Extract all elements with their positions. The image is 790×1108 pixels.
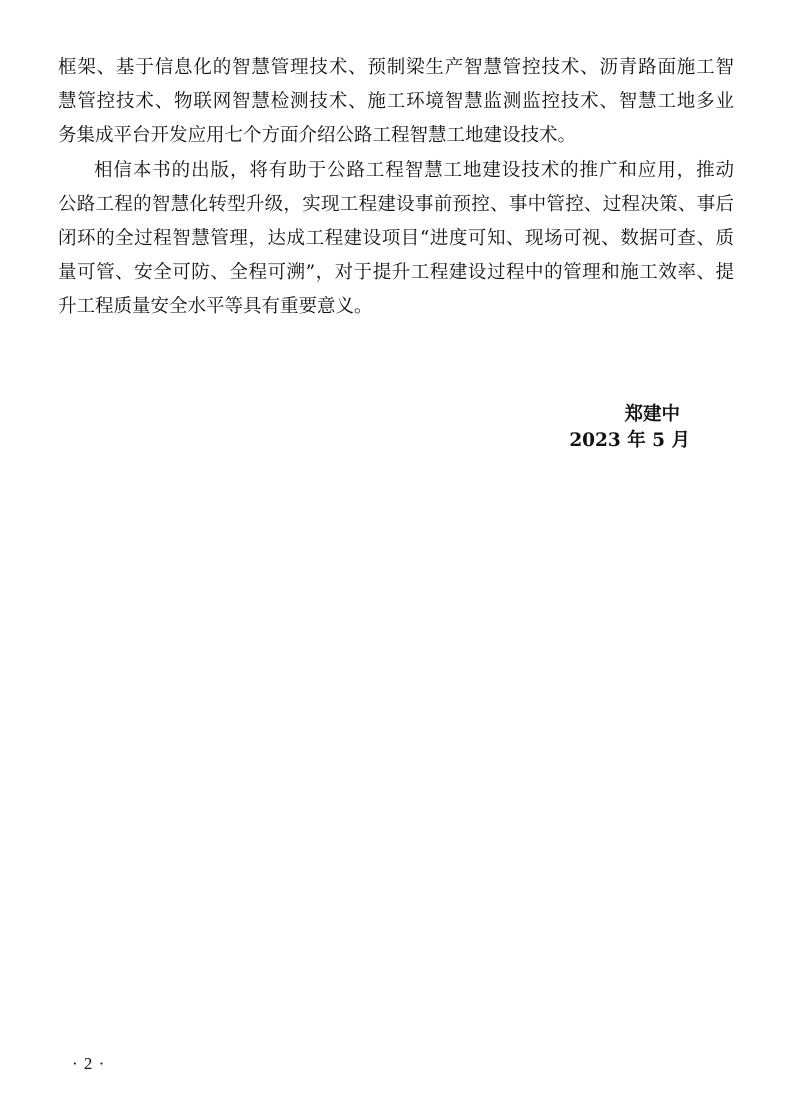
page-number: · 2 ·	[72, 1054, 106, 1073]
paragraph-line: 公路工程的智慧化转型升级，实现工程建设事前预控、事中管控、过程决策、事后	[58, 194, 734, 215]
paragraph-line: 慧管控技术、物联网智慧检测技术、施工环境智慧监测监控技术、智慧工地多业	[58, 91, 734, 112]
signature-date: 2023 年 5 月	[569, 430, 690, 451]
author-signature: 郑建中	[624, 404, 680, 425]
paragraph-line: 框架、基于信息化的智慧管理技术、预制梁生产智慧管控技术、沥青路面施工智	[58, 57, 734, 78]
paragraph-line: 量可管、安全可防、全程可溯”，对于提升工程建设过程中的管理和施工效率、提	[58, 262, 734, 283]
paragraph-conclusion	[58, 154, 734, 324]
paragraph-line: 相信本书的出版，将有助于公路工程智慧工地建设技术的推广和应用，推动	[94, 160, 734, 181]
paragraph-line: 务集成平台开发应用七个方面介绍公路工程智慧工地建设技术。	[58, 125, 577, 146]
paragraph-line: 升工程质量安全水平等具有重要意义。	[58, 296, 373, 317]
paragraph-line: 闭环的全过程智慧管理，达成工程建设项目“进度可知、现场可视、数据可查、质	[58, 228, 734, 249]
paragraph-continued	[58, 51, 734, 153]
